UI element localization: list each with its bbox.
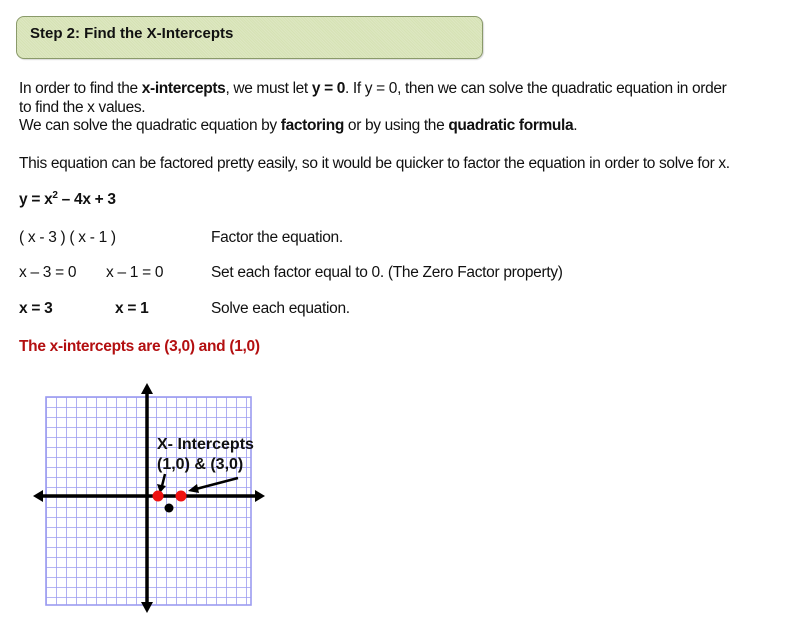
x-axis-right-arrow-icon: [255, 490, 265, 502]
intro-line-3: [19, 116, 577, 135]
step-header-box: [16, 16, 483, 59]
quadratic-equation: [19, 190, 116, 209]
step-2-description: Set each factor equal to 0. (The Zero Factor property): [211, 264, 563, 281]
intro-text: . If y = 0, then we can solve the quadratic equation in order: [345, 80, 727, 97]
y-axis-down-arrow-icon: [141, 602, 153, 613]
equation-suffix: – 4x + 3: [57, 191, 116, 209]
intercept-point-1-0: [153, 491, 164, 502]
term-factoring: factoring: [280, 117, 344, 134]
step-3-left: x = 3: [19, 300, 53, 317]
step-3-right: x = 1: [115, 300, 149, 317]
coordinate-graph: [30, 380, 270, 616]
intro-text: We can solve the quadratic equation by: [19, 117, 281, 134]
step-1-description: Factor the equation.: [211, 229, 343, 246]
y-axis-up-arrow-icon: [141, 383, 153, 394]
equation-prefix: y = x: [19, 191, 53, 209]
intro-text: , we must let: [225, 80, 312, 97]
intercept-point-3-0: [176, 491, 187, 502]
term-x-intercepts: x-intercepts: [141, 80, 226, 97]
step-3-description: Solve each equation.: [211, 300, 350, 317]
answer-statement: The x-intercepts are (3,0) and (1,0): [19, 338, 260, 355]
step-1-left: ( x - 3 ) ( x - 1 ): [19, 229, 116, 246]
intro-text: or by using the: [343, 117, 449, 134]
intro-text: .: [573, 117, 578, 134]
vertex-point: [165, 504, 174, 513]
term-quadratic-formula: quadratic formula: [448, 117, 574, 134]
graph-label-line-2: (1,0) & (3,0): [157, 456, 244, 473]
intro-line-1: [19, 79, 726, 98]
term-y-equals-zero: y = 0: [311, 80, 345, 97]
intro-text: In order to find the: [19, 80, 142, 97]
step-2-left: x – 3 = 0: [19, 264, 77, 281]
x-axis-left-arrow-icon: [33, 490, 43, 502]
intro-line-2: to find the x values.: [19, 99, 146, 116]
factoring-note: This equation can be factored pretty easily, so it would be quicker to factor the equation in order to solve for x.: [19, 155, 730, 172]
graph-label-line-1: X- Intercepts: [157, 436, 254, 453]
step-title: Step 2: Find the X-Intercepts: [30, 25, 234, 42]
equation-exponent: 2: [52, 190, 58, 201]
step-2-right: x – 1 = 0: [106, 264, 164, 281]
